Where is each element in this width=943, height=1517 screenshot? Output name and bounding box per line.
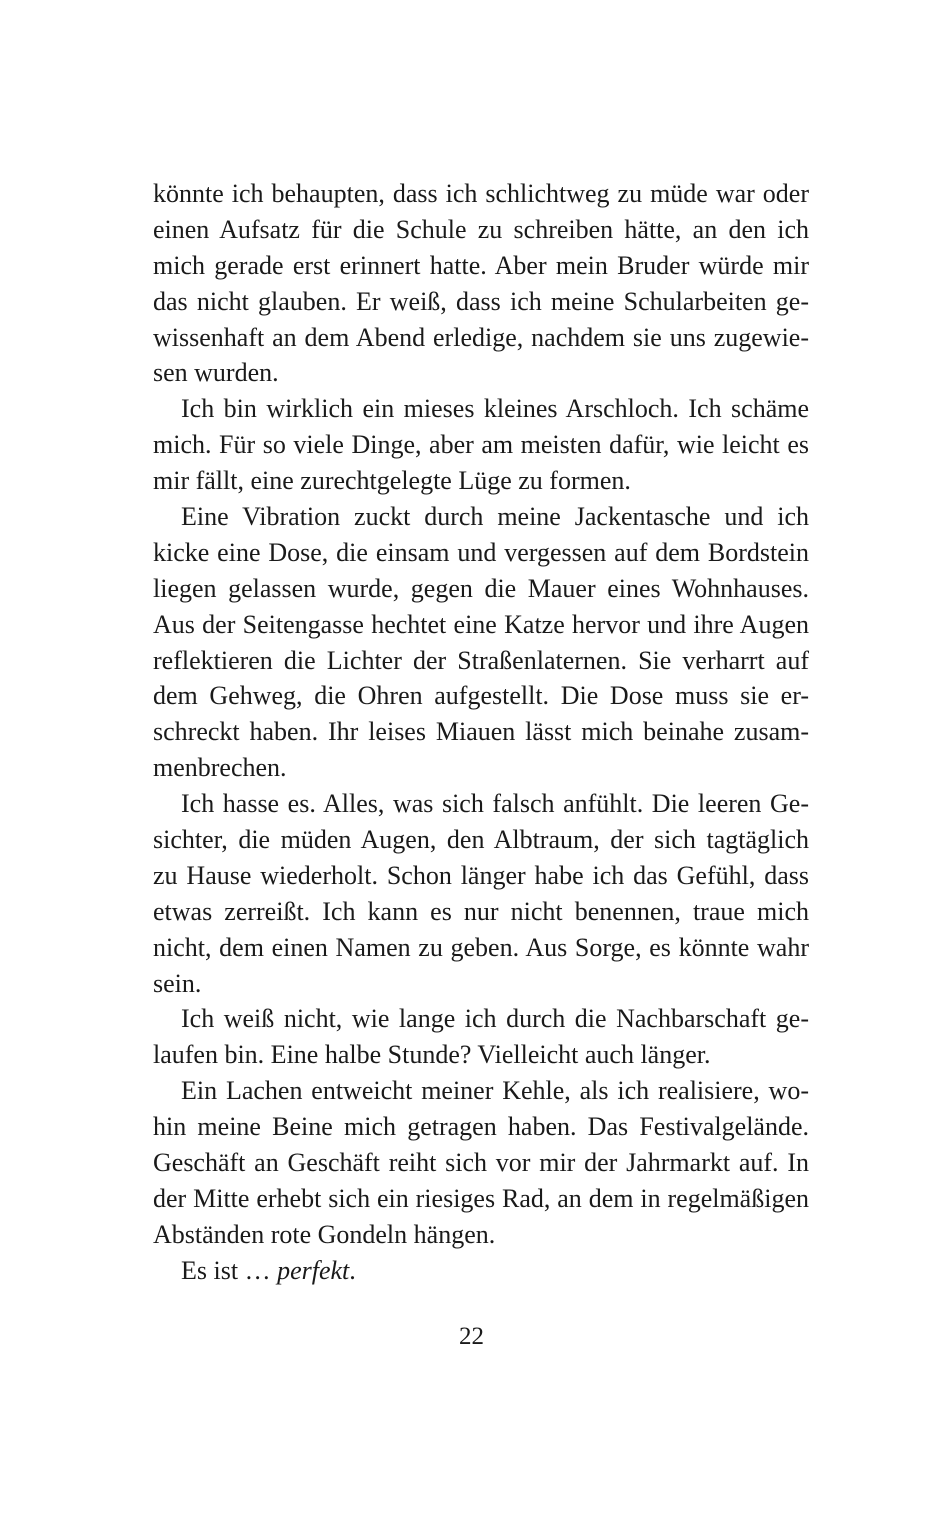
text-line: liegen gelassen wurde, gegen die Mauer eines Wohnhauses. <box>153 573 809 603</box>
text-line: hin meine Beine mich getragen haben. Das Festivalgelände. <box>153 1112 809 1142</box>
page-number: 22 <box>459 1323 484 1350</box>
paragraph <box>153 499 809 786</box>
final-text-line <box>153 1253 809 1289</box>
text-line: laufen bin. Eine halbe Stunde? Vielleicht auch länger. <box>153 1040 711 1070</box>
text-line: Abständen rote Gondeln hängen. <box>153 1219 496 1249</box>
text-line: einen Aufsatz für die Schule zu schreiben hätte, an den ich <box>153 214 809 244</box>
text-line: kicke eine Dose, die einsam und vergessen auf dem Bordstein <box>153 537 809 567</box>
page-body-text <box>153 176 809 1289</box>
text-line: Ein Lachen entweicht meiner Kehle, als ich realisiere, wo- <box>181 1076 809 1106</box>
text-line: nicht, dem einen Namen zu geben. Aus Sorge, es könnte wahr <box>153 932 809 962</box>
text-line: schreckt haben. Ihr leises Miauen lässt mich beinahe zusam- <box>153 717 809 747</box>
paragraph <box>153 1253 809 1289</box>
text-line: Ich hasse es. Alles, was sich falsch anfühlt. Die leeren Ge- <box>181 789 809 819</box>
text-line: reflektieren die Lichter der Straßenlaternen. Sie verharrt auf <box>153 645 809 675</box>
text-line: der Mitte erhebt sich ein riesiges Rad, an dem in regelmäßigen <box>153 1183 809 1213</box>
text-line: dem Gehweg, die Ohren aufgestellt. Die Dose muss sie er- <box>153 681 809 711</box>
final-line-prefix: Es ist … <box>181 1255 278 1285</box>
text-line: mich gerade erst erinnert hatte. Aber mein Bruder würde mir <box>153 250 809 280</box>
text-line: könnte ich behaupten, dass ich schlichtweg zu müde war oder <box>153 179 809 208</box>
text-line: Aus der Seitengasse hechtet eine Katze hervor und ihre Augen <box>153 609 809 639</box>
text-line: Ich weiß nicht, wie lange ich durch die Nachbarschaft ge- <box>181 1004 809 1034</box>
paragraph <box>153 1001 809 1073</box>
text-line: mir fällt, eine zurechtgelegte Lüge zu formen. <box>153 466 631 496</box>
text-line: sen wurden. <box>153 358 279 388</box>
text-line: Geschäft an Geschäft reiht sich vor mir der Jahrmarkt auf. In <box>153 1148 809 1178</box>
text-line: wissenhaft an dem Abend erledige, nachdem sie uns zugewie- <box>153 322 809 352</box>
text-line: mich. Für so viele Dinge, aber am meisten dafür, wie leicht es <box>153 430 809 460</box>
paragraph <box>153 786 809 1001</box>
final-line-suffix: . <box>349 1255 356 1285</box>
text-line: sein. <box>153 968 202 998</box>
text-line: Ich bin wirklich ein mieses kleines Arschloch. Ich schäme <box>181 394 809 424</box>
paragraph <box>153 176 809 391</box>
text-line: etwas zerreißt. Ich kann es nur nicht benennen, traue mich <box>153 896 809 926</box>
paragraph <box>153 1073 809 1252</box>
emphasized-word: perfekt <box>277 1255 350 1285</box>
text-line: menbrechen. <box>153 753 287 783</box>
text-line: Eine Vibration zuckt durch meine Jackentasche und ich <box>181 502 809 532</box>
paragraph <box>153 391 809 499</box>
text-line: zu Hause wiederholt. Schon länger habe ich das Gefühl, dass <box>153 860 809 890</box>
text-line: das nicht glauben. Er weiß, dass ich meine Schularbeiten ge- <box>153 286 809 316</box>
text-line: sichter, die müden Augen, den Albtraum, der sich tagtäglich <box>153 825 809 855</box>
